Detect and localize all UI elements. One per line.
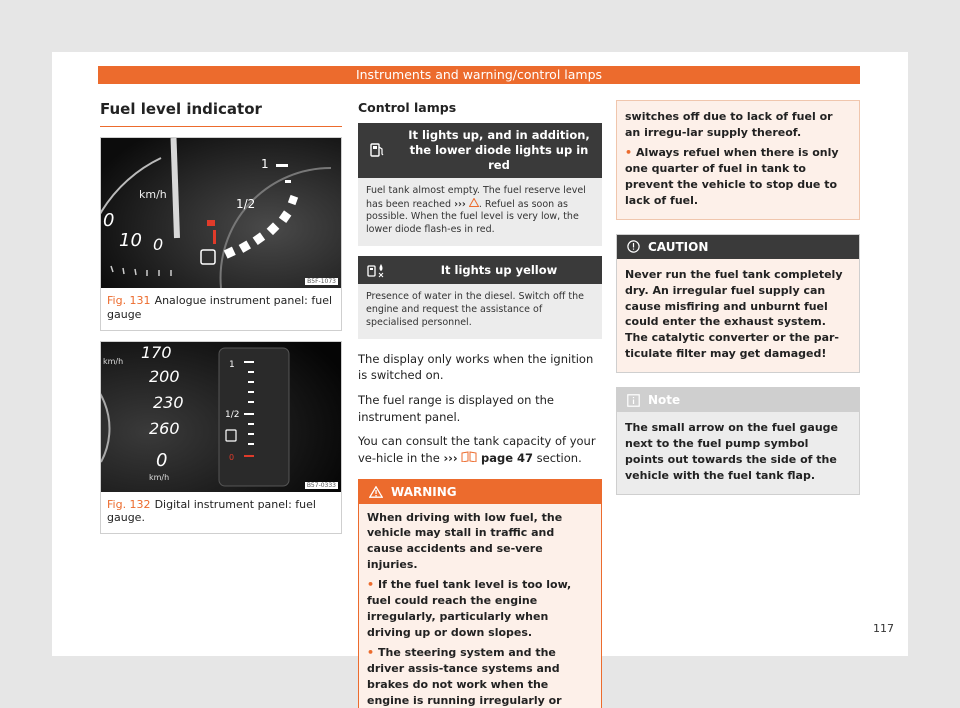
column-middle [358,92,602,708]
analogue-gauge-image [101,138,341,288]
page-number: 117 [873,622,894,635]
dial-label-half: 1/2 [236,197,256,211]
note-header [617,388,859,412]
paragraph-ignition: The display only works when the ignition is switched on. [358,351,594,383]
fuel-pump-icon [358,135,396,165]
dial-label-zero: 0 [103,210,115,231]
warning-box [358,479,602,708]
bullet-icon: • [367,646,375,660]
digital-gauge-image [101,342,341,492]
warning-body [359,504,601,708]
svg-text:0: 0 [153,235,164,254]
caution-label: CAUTION [648,239,709,254]
warning-continuation [616,100,860,220]
figure-131 [100,137,342,331]
caution-header [617,235,859,259]
warning-continuation-text: switches off due to lack of fuel or an irregu-lar supply thereof. [625,110,833,139]
lamp-header-fuel [358,123,602,178]
figure-code: B5F-1073 [307,278,336,285]
dial-label-full: 1 [261,157,269,171]
lamp-text: Fuel tank almost empty. The fuel reserve level has been reached [366,184,586,210]
paragraph-capacity [358,433,602,466]
bullet-icon: • [367,578,375,592]
chapter-header: Instruments and warning/control lamps [98,66,860,84]
digital-dial-unit: km/h [103,356,124,366]
digital-dial-unit-bottom: km/h [149,472,170,482]
warning-triangle-icon [369,486,383,498]
warning-bullet: • If the fuel tank level is too low, fuel could reach the engine irregularly, particularly when driving up or down slopes. [367,578,572,640]
paragraph-range: The fuel range is displayed on the instrument panel. [358,392,554,424]
caution-text: Never run the fuel tank completely dry. An irregular fuel supply can cause misfiring and unburnt fuel could enter the exhaust system. The catalytic converter or the par-ticulate filter may get damaged! [617,259,859,373]
caution-box [616,234,860,374]
digital-label-empty: 0 [229,452,235,462]
warning-label: WARNING [391,484,457,499]
paragraph-text: section. [536,450,582,465]
water-in-diesel-icon [358,256,396,284]
figure-code: B57-0333 [306,481,336,489]
caution-icon [627,240,640,253]
lamp-description [358,178,602,246]
column-left [100,92,342,534]
note-box [616,387,860,495]
bullet-icon: • [625,145,633,159]
note-text: The small arrow on the fuel gauge next to the fuel pump symbol points out towards the side of the vehicle with the fuel tank flap. [617,412,859,494]
speed-label-230: 230 [153,392,184,412]
warning-triangle-icon [469,198,479,207]
figure-caption-text: Analogue instrument panel: fuel gauge [107,294,333,321]
digital-fuel-gauge-illustration [101,342,341,492]
speed-label-260: 260 [149,418,180,438]
figure-number: Fig. 131 [107,294,151,307]
warning-bullet: • Always refuel when there is only one quarter of fuel in tank to prevent the vehicle to stop due to lack of fuel. [625,145,839,207]
warning-bullet: • The steering system and the driver assis-tance systems and brakes do not work when the engine is running irregularly or [367,646,562,707]
paragraph-text: You can consult the tank capacity of your ve-hicle in the [358,434,596,465]
digital-label-half: 1/2 [225,409,240,420]
cross-reference-arrow: ››› [454,198,466,210]
lamp-text: . Refuel as soon as possible. When the fuel level is very low, the lower diode flash-es in red. [366,198,579,236]
lamp-description: Presence of water in the diesel. Switch off the engine and request the assistance of specialised personnel. [358,284,602,338]
digital-label-full: 1 [229,359,235,370]
speed-label-200: 200 [149,366,180,386]
warning-intro: When driving with low fuel, the vehicle may stall in traffic and cause accidents and se-vere injuries. [367,510,563,572]
control-lamps-title: Control lamps [358,100,457,115]
dial-unit: km/h [139,188,167,201]
speed-label-170: 170 [141,342,172,362]
speed-label-zero: 0 [156,449,168,471]
book-icon [461,451,477,462]
figure-caption [101,492,341,534]
analogue-fuel-gauge-illustration [101,138,341,288]
column-right [616,100,860,495]
figure-caption-text: Digital instrument panel: fuel gauge. [107,497,316,525]
info-icon [627,394,640,407]
section-title: Fuel level indicator [100,92,342,127]
figure-number: Fig. 132 [107,497,151,511]
lamp-title: It lights up, and in addition, the lower diode lights up in red [408,128,590,172]
page-link[interactable]: page 47 [480,450,533,465]
lamp-header-water [358,256,602,284]
lamp-title: It lights up yellow [440,262,558,277]
cross-reference-arrow: ››› [443,450,458,465]
dial-label-ten: 10 [119,230,142,251]
figure-caption [101,288,341,330]
figure-132 [100,341,342,535]
note-label: Note [648,393,681,408]
warning-header [359,480,601,504]
